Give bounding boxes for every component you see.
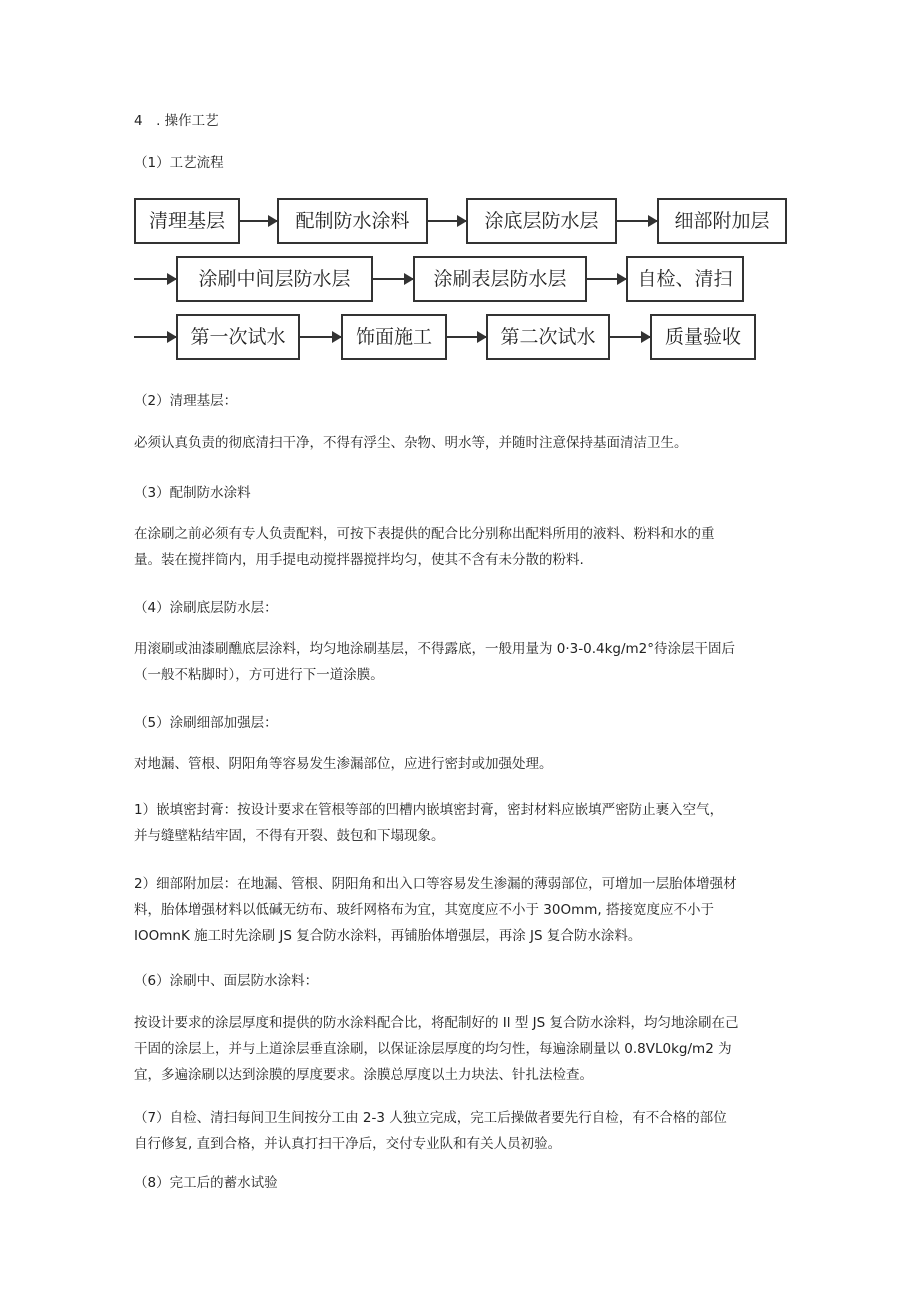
s4-heading: （4）涂刷底层防水层：: [134, 600, 278, 616]
s6-heading: （6）涂刷中、面层防水涂料：: [134, 973, 319, 989]
flow-arrow: [134, 336, 176, 338]
s2-paragraph: [134, 430, 794, 456]
flow-arrow: [447, 336, 486, 338]
s2-heading: （2）清理基层：: [134, 393, 238, 409]
flow-step-3: 涂底层防水层: [466, 198, 617, 244]
flow-step-4: 细部附加层: [657, 198, 787, 244]
flow-arrow: [610, 336, 650, 338]
text-line: 并与缝壁粘结牢固，不得有开裂、鼓包和下塌现象。: [134, 828, 445, 844]
s5-item-1: [134, 797, 794, 849]
text-line: 宜，多遍涂刷以达到涂膜的厚度要求。涂膜总厚度以土力块法、针扎法检查。: [134, 1067, 593, 1083]
s5-paragraph: [134, 751, 794, 777]
s5-heading: （5）涂刷细部加强层：: [134, 715, 278, 731]
text-line: 自行修复, 直到合格，并认真打扫干净后，交付专业队和有关人员初验。: [134, 1136, 562, 1152]
s7-paragraph: [134, 1105, 794, 1157]
section-title: 4 . 操作工艺: [134, 113, 219, 129]
text-line: 在涂刷之前必须有专人负责配料，可按下表提供的配合比分别称出配料所用的液料、粉料和水的重: [134, 526, 715, 542]
s4-paragraph: [134, 636, 794, 688]
text-line: 必须认真负责的彻底清扫干净，不得有浮尘、杂物、明水等，并随时注意保持基面清洁卫生。: [134, 435, 688, 451]
flow-arrow: [300, 336, 341, 338]
flow-step-1: 清理基层: [134, 198, 240, 244]
flow-step-9: 饰面施工: [341, 314, 447, 360]
s3-paragraph: [134, 521, 794, 573]
text-line: IOOmnK 施工时先涂刷 JS 复合防水涂料，再铺胎体增强层，再涂 JS 复合防水涂料。: [134, 928, 642, 944]
text-line: 1）嵌填密封膏：按设计要求在管根等部的凹槽内嵌填密封膏，密封材料应嵌填严密防止裹入空气，: [134, 802, 724, 818]
text-line: 用滚刷或油漆刷醮底层涂料，均匀地涂刷基层，不得露底，一般用量为 0·3-0.4kg/m2°待涂层干固后: [134, 641, 736, 657]
s5-item-2: [134, 871, 794, 949]
flow-arrow: [134, 278, 176, 280]
flow-arrow: [428, 220, 466, 222]
s6-paragraph: [134, 1010, 794, 1088]
flow-step-10: 第二次试水: [486, 314, 610, 360]
s3-heading: （3）配制防水涂料: [134, 485, 251, 501]
flow-arrow: [373, 278, 413, 280]
text-line: 2）细部附加层：在地漏、管根、阴阳角和出入口等容易发生渗漏的薄弱部位，可增加一层胎体增强材: [134, 876, 737, 892]
text-line: 量。装在搅拌筒内，用手提电动搅拌器搅拌均匀，使其不含有未分散的粉料.: [134, 552, 584, 568]
flow-step-11: 质量验收: [650, 314, 756, 360]
flow-heading: （1）工艺流程: [134, 155, 224, 171]
flow-arrow: [240, 220, 277, 222]
text-line: 干固的涂层上，并与上道涂层垂直涂刷，以保证涂层厚度的均匀性，每遍涂刷量以 0.8VL0kg/m2 为: [134, 1041, 732, 1057]
text-line: 料，胎体增强材料以低碱无纺布、玻纤网格布为宜，其宽度应不小于 30Omm, 搭接宽度应不小于: [134, 902, 714, 918]
flow-arrow: [617, 220, 657, 222]
flow-step-2: 配制防水涂料: [277, 198, 428, 244]
text-line: 对地漏、管根、阴阳角等容易发生渗漏部位，应进行密封或加强处理。: [134, 756, 553, 772]
flow-arrow: [587, 278, 626, 280]
flow-step-5: 涂刷中间层防水层: [176, 256, 373, 302]
flow-step-8: 第一次试水: [176, 314, 300, 360]
text-line: （一般不粘脚时），方可进行下一道涂膜。: [134, 667, 384, 683]
s8-heading: （8）完工后的蓄水试验: [134, 1175, 278, 1191]
text-line: 按设计要求的涂层厚度和提供的防水涂料配合比，将配制好的 Il 型 JS 复合防水涂料，均匀地涂刷在己: [134, 1015, 739, 1031]
flow-step-7: 自检、清扫: [626, 256, 744, 302]
process-flowchart: [0, 0, 920, 380]
flow-step-6: 涂刷表层防水层: [413, 256, 587, 302]
text-line: （7）自检、清扫每间卫生间按分工由 2-3 人独立完成，完工后操做者要先行自检，有不合格的部位: [134, 1110, 727, 1126]
